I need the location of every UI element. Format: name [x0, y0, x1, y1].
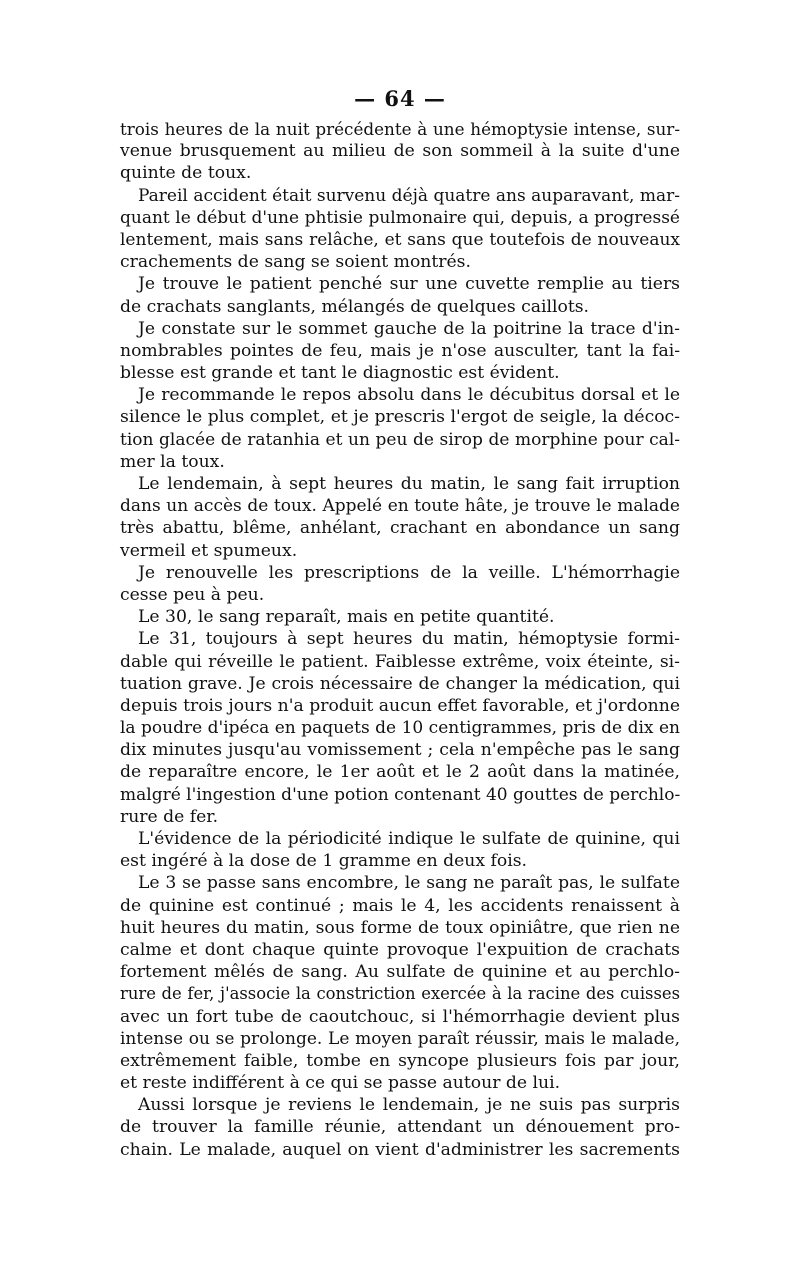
text-line: quinte de toux.	[120, 163, 252, 184]
text-line: de crachats sanglants, mélangés de quelques caillots.	[120, 296, 590, 317]
text-line: tuation grave. Je crois nécessaire de changer la médication, qui	[120, 673, 680, 694]
text-line: Je trouve le patient penché sur une cuvette remplie au tiers	[138, 274, 680, 295]
text-line: de reparaître encore, le 1er août et le 2 août dans la matinée,	[120, 762, 680, 783]
body-text	[120, 118, 680, 1161]
text-line: de quinine est continué ; mais le 4, les accidents renaissent à	[120, 895, 680, 916]
text-line: fortement mêlés de sang. Au sulfate de quinine et au perchlo-	[120, 962, 680, 983]
text-line: venue brusquement au milieu de son sommeil à la suite d'une	[120, 141, 680, 162]
text-line: Je recommande le repos absolu dans le décubitus dorsal et le	[138, 385, 680, 406]
text-line: dable qui réveille le patient. Faiblesse extrême, voix éteinte, si-	[120, 651, 680, 672]
text-line: Je renouvelle les prescriptions de la veille. L'hémorrhagie	[138, 562, 680, 583]
text-line: Le 31, toujours à sept heures du matin, hémoptysie formi-	[138, 629, 680, 650]
text-line: très abattu, blême, anhélant, crachant en abondance un sang	[120, 518, 680, 539]
text-line: depuis trois jours n'a produit aucun effet favorable, et j'ordonne	[120, 695, 680, 716]
text-line: huit heures du matin, sous forme de toux opiniâtre, que rien ne	[120, 917, 680, 938]
text-line: Pareil accident était survenu déjà quatre ans auparavant, mar-	[138, 185, 680, 206]
text-line: vermeil et spumeux.	[120, 540, 298, 561]
text-line: dans un accès de toux. Appelé en toute hâte, je trouve le malade	[120, 496, 680, 517]
text-line: chain. Le malade, auquel on vient d'administrer les sacrements	[120, 1139, 680, 1160]
text-line: avec un fort tube de caoutchouc, si l'hémorrhagie devient plus	[120, 1006, 680, 1027]
text-line: et reste indifférent à ce qui se passe autour de lui.	[120, 1073, 561, 1094]
text-line: dix minutes jusqu'au vomissement ; cela n'empêche pas le sang	[120, 740, 680, 761]
text-line: de trouver la famille réunie, attendant un dénouement pro-	[120, 1117, 680, 1138]
text-line: blesse est grande et tant le diagnostic est évident.	[120, 363, 560, 384]
text-line: crachements de sang se soient montrés.	[120, 252, 471, 273]
text-line: intense ou se prolonge. Le moyen paraît réussir, mais le malade,	[120, 1028, 680, 1049]
text-line: Le 30, le sang reparaît, mais en petite quantité.	[138, 607, 555, 628]
text-line: la poudre d'ipéca en paquets de 10 centigrammes, pris de dix en	[120, 718, 680, 739]
text-line: mer la toux.	[120, 451, 225, 472]
text-line: Le lendemain, à sept heures du matin, le sang fait irruption	[138, 474, 680, 494]
text-line: rure de fer, j'associe la constriction exercée à la racine des cuisses	[120, 984, 680, 1004]
text-line: malgré l'ingestion d'une potion contenant 40 gouttes de perchlo-	[120, 784, 681, 805]
text-line: cesse peu à peu.	[120, 584, 265, 605]
text-line: extrêmement faible, tombe en syncope plusieurs fois par jour,	[120, 1050, 680, 1071]
text-line: quant le début d'une phtisie pulmonaire qui, depuis, a progressé	[120, 207, 680, 228]
text-line: Je constate sur le sommet gauche de la poitrine la trace d'in-	[138, 318, 680, 339]
text-line: L'évidence de la périodicité indique le sulfate de quinine, qui	[138, 829, 680, 849]
text-line: nombrables pointes de feu, mais je n'ose ausculter, tant la fai-	[120, 340, 680, 361]
text-line: lentement, mais sans relâche, et sans que toutefois de nouveaux	[120, 229, 680, 250]
text-line: rure de fer.	[120, 806, 219, 827]
text-line: trois heures de la nuit précédente à une hémoptysie intense, sur-	[120, 119, 680, 139]
text-line: Le 3 se passe sans encombre, le sang ne paraît pas, le sulfate	[138, 873, 680, 894]
text-line: Aussi lorsque je reviens le lendemain, je ne suis pas surpris	[138, 1095, 680, 1116]
text-line: est ingéré à la dose de 1 gramme en deux fois.	[120, 851, 528, 872]
text-line: silence le plus complet, et je prescris l'ergot de seigle, la décoc-	[120, 407, 680, 428]
page-number: — 64 —	[354, 86, 446, 111]
text-line: calme et dont chaque quinte provoque l'expuition de crachats	[120, 939, 680, 960]
text-line: tion glacée de ratanhia et un peu de sirop de morphine pour cal-	[120, 429, 680, 450]
